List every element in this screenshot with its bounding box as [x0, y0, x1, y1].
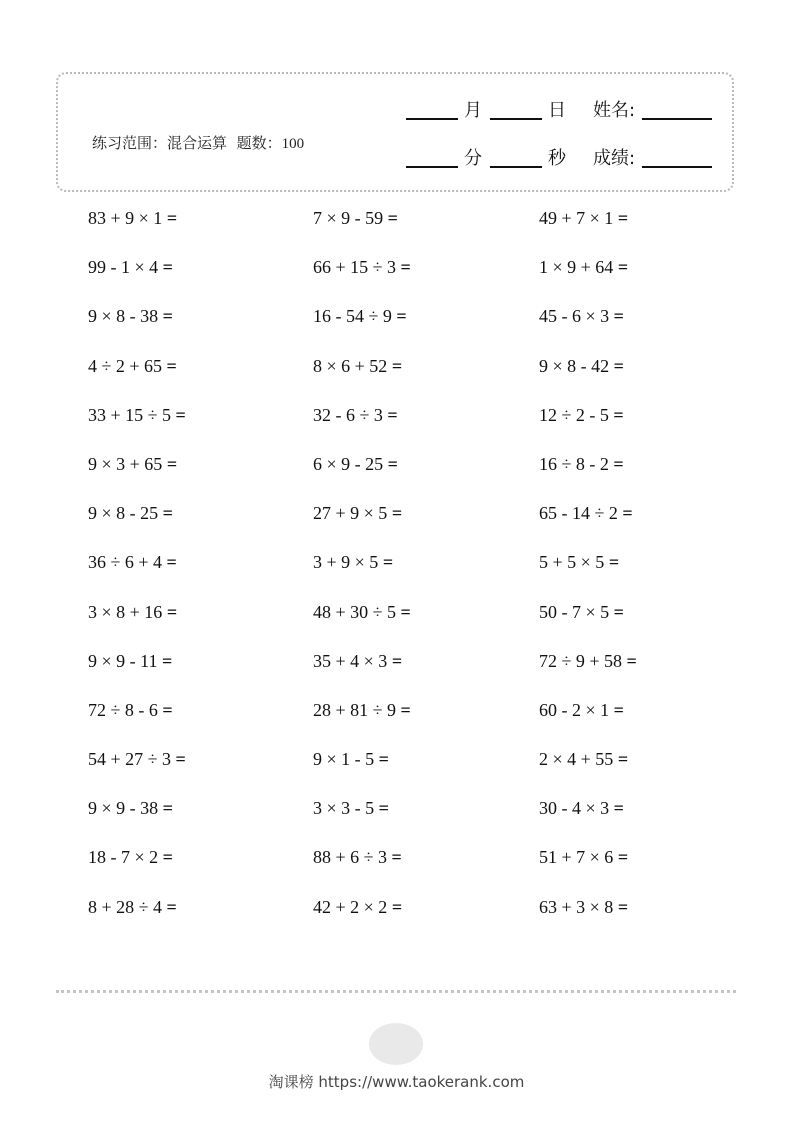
page-number-badge [369, 1023, 423, 1065]
problem-row [88, 306, 728, 355]
problem-expression: 9 × 9 - 38 [88, 798, 159, 819]
practice-range-label: 练习范围：混合运算 [92, 134, 228, 152]
equals-sign: = [391, 355, 403, 376]
equals-sign: = [626, 650, 637, 671]
equals-sign: = [161, 650, 173, 671]
problem-expression: 5 + 5 × 5 [539, 552, 605, 573]
equals-sign: = [162, 306, 173, 327]
problem-item [88, 749, 186, 770]
equals-sign: = [166, 552, 177, 573]
equals-sign: = [617, 257, 629, 278]
equals-sign: = [166, 208, 178, 228]
problem-expression: 83 + 9 × 1 [88, 208, 163, 228]
equals-sign: = [613, 601, 624, 622]
problem-expression: 32 - 6 ÷ 3 [313, 404, 383, 425]
problem-item [313, 257, 411, 278]
problem-row [88, 897, 728, 946]
worksheet-header [56, 72, 734, 192]
problem-expression: 7 × 9 - 59 [313, 208, 384, 228]
problem-expression: 3 × 3 - 5 [313, 798, 375, 819]
problem-item [313, 405, 398, 426]
problem-expression: 2 × 4 + 55 [539, 749, 614, 770]
equals-sign: = [162, 847, 173, 868]
problem-expression: 35 + 4 × 3 [313, 650, 388, 671]
problem-expression: 27 + 9 × 5 [313, 503, 388, 524]
problem-item [88, 602, 177, 623]
problem-item [88, 405, 186, 426]
problem-expression: 9 × 8 - 42 [539, 355, 610, 376]
equals-sign: = [400, 699, 411, 720]
score-label: 成绩: [593, 148, 636, 169]
problem-item [539, 602, 624, 623]
equals-sign: = [166, 355, 177, 376]
problem-item [88, 257, 173, 278]
equals-sign: = [166, 896, 177, 917]
problem-item [539, 651, 637, 672]
second-blank[interactable] [490, 166, 542, 168]
day-label: 日 [548, 100, 566, 121]
month-blank[interactable] [406, 118, 458, 120]
problem-expression: 66 + 15 ÷ 3 [313, 257, 397, 278]
equals-sign: = [162, 257, 173, 278]
practice-info [92, 132, 304, 153]
problem-item [88, 700, 173, 721]
problem-expression: 60 - 2 × 1 [539, 699, 610, 720]
problem-item [539, 454, 624, 475]
name-blank[interactable] [642, 118, 712, 120]
equals-sign: = [387, 404, 398, 425]
problem-count-label: 题数： [236, 134, 282, 152]
equals-sign: = [162, 798, 173, 819]
equals-sign: = [622, 503, 633, 524]
problem-item [313, 897, 402, 918]
problem-row [88, 405, 728, 454]
problem-expression: 42 + 2 × 2 [313, 896, 388, 917]
problem-row [88, 503, 728, 552]
problem-expression: 16 ÷ 8 - 2 [539, 453, 609, 474]
problem-expression: 4 ÷ 2 + 65 [88, 355, 163, 376]
problem-item [539, 257, 628, 278]
minute-label: 分 [464, 148, 482, 169]
equals-sign: = [613, 404, 624, 425]
problem-expression: 48 + 30 ÷ 5 [313, 601, 397, 622]
problem-row [88, 552, 728, 601]
problem-item [313, 208, 398, 229]
problem-expression: 18 - 7 × 2 [88, 847, 159, 868]
equals-sign: = [617, 749, 629, 770]
problem-item [313, 503, 402, 524]
equals-sign: = [387, 208, 398, 228]
problem-expression: 45 - 6 × 3 [539, 306, 610, 327]
problem-item [313, 306, 407, 327]
problem-count-value: 100 [281, 136, 305, 152]
problem-expression: 9 × 1 - 5 [313, 749, 375, 770]
problem-item [313, 651, 402, 672]
equals-sign: = [391, 650, 403, 671]
problem-item [539, 405, 624, 426]
problem-expression: 30 - 4 × 3 [539, 798, 610, 819]
problem-item [88, 798, 173, 819]
problem-expression: 28 + 81 ÷ 9 [313, 699, 397, 720]
problem-expression: 3 × 8 + 16 [88, 601, 163, 622]
problem-expression: 72 ÷ 8 - 6 [88, 699, 158, 720]
problem-row [88, 847, 728, 896]
problem-row [88, 208, 728, 257]
problem-row [88, 651, 728, 700]
equals-sign: = [162, 503, 173, 524]
problem-expression: 6 × 9 - 25 [313, 453, 384, 474]
equals-sign: = [391, 847, 402, 868]
equals-sign: = [613, 355, 624, 376]
problem-row [88, 257, 728, 306]
equals-sign: = [378, 798, 389, 819]
problem-expression: 9 × 9 - 11 [88, 650, 158, 671]
equals-sign: = [613, 699, 624, 720]
problem-item [539, 897, 628, 918]
problem-row [88, 356, 728, 405]
problem-expression: 36 ÷ 6 + 4 [88, 552, 163, 573]
equals-sign: = [617, 896, 629, 917]
problem-expression: 51 + 7 × 6 [539, 847, 614, 868]
equals-sign: = [608, 552, 620, 573]
problem-item [313, 847, 402, 868]
problem-item [539, 208, 628, 229]
problem-expression: 50 - 7 × 5 [539, 601, 610, 622]
equals-sign: = [378, 749, 389, 770]
footer-divider [56, 990, 736, 993]
problem-item [88, 356, 177, 377]
problem-item [313, 356, 402, 377]
problem-item [539, 552, 619, 573]
problem-expression: 1 × 9 + 64 [539, 257, 614, 278]
problem-item [313, 798, 389, 819]
equals-sign: = [396, 306, 407, 327]
problem-item [88, 503, 173, 524]
equals-sign: = [391, 896, 403, 917]
equals-sign: = [162, 699, 173, 720]
problem-expression: 54 + 27 ÷ 3 [88, 749, 172, 770]
problem-expression: 16 - 54 ÷ 9 [313, 306, 392, 327]
problem-row [88, 749, 728, 798]
equals-sign: = [613, 798, 624, 819]
score-blank[interactable] [642, 166, 712, 168]
problem-item [313, 454, 398, 475]
month-label: 月 [464, 100, 482, 121]
equals-sign: = [166, 453, 178, 474]
problem-item [313, 602, 411, 623]
problem-expression: 88 + 6 ÷ 3 [313, 847, 388, 868]
problem-expression: 3 + 9 × 5 [313, 552, 379, 573]
problem-row [88, 700, 728, 749]
second-label: 秒 [548, 148, 566, 169]
problem-expression: 9 × 8 - 38 [88, 306, 159, 327]
problem-item [88, 306, 173, 327]
problem-item [539, 503, 633, 524]
problem-item [88, 208, 177, 229]
minute-blank[interactable] [406, 166, 458, 168]
problem-item [88, 897, 177, 918]
problem-item [313, 552, 393, 573]
equals-sign: = [613, 453, 624, 474]
problem-item [539, 847, 628, 868]
equals-sign: = [391, 503, 403, 524]
problem-item [539, 798, 624, 819]
day-blank[interactable] [490, 118, 542, 120]
problem-row [88, 454, 728, 503]
equals-sign: = [175, 749, 186, 770]
equals-sign: = [617, 208, 629, 228]
problem-item [88, 651, 172, 672]
problem-item [539, 356, 624, 377]
problem-grid [88, 208, 728, 946]
equals-sign: = [175, 404, 186, 425]
problem-row [88, 798, 728, 847]
problem-item [539, 749, 628, 770]
problem-expression: 49 + 7 × 1 [539, 208, 614, 228]
equals-sign: = [613, 306, 624, 327]
problem-item [88, 454, 177, 475]
problem-item [313, 749, 389, 770]
problem-item [88, 847, 173, 868]
equals-sign: = [400, 257, 411, 278]
problem-expression: 65 - 14 ÷ 2 [539, 503, 618, 524]
problem-expression: 9 × 3 + 65 [88, 453, 163, 474]
problem-item [539, 306, 624, 327]
problem-expression: 8 + 28 ÷ 4 [88, 896, 163, 917]
problem-expression: 8 × 6 + 52 [313, 355, 388, 376]
name-label: 姓名: [593, 100, 636, 121]
footer-site-credit: 淘课榜 https://www.taokerank.com [268, 1073, 525, 1091]
problem-item [313, 700, 411, 721]
problem-expression: 12 ÷ 2 - 5 [539, 404, 609, 425]
equals-sign: = [166, 601, 178, 622]
problem-item [88, 552, 177, 573]
equals-sign: = [617, 847, 629, 868]
problem-expression: 33 + 15 ÷ 5 [88, 404, 172, 425]
problem-expression: 72 ÷ 9 + 58 [539, 650, 623, 671]
equals-sign: = [387, 453, 398, 474]
problem-row [88, 602, 728, 651]
problem-expression: 9 × 8 - 25 [88, 503, 159, 524]
equals-sign: = [400, 601, 411, 622]
problem-expression: 99 - 1 × 4 [88, 257, 159, 278]
problem-item [539, 700, 624, 721]
problem-expression: 63 + 3 × 8 [539, 896, 614, 917]
equals-sign: = [382, 552, 394, 573]
